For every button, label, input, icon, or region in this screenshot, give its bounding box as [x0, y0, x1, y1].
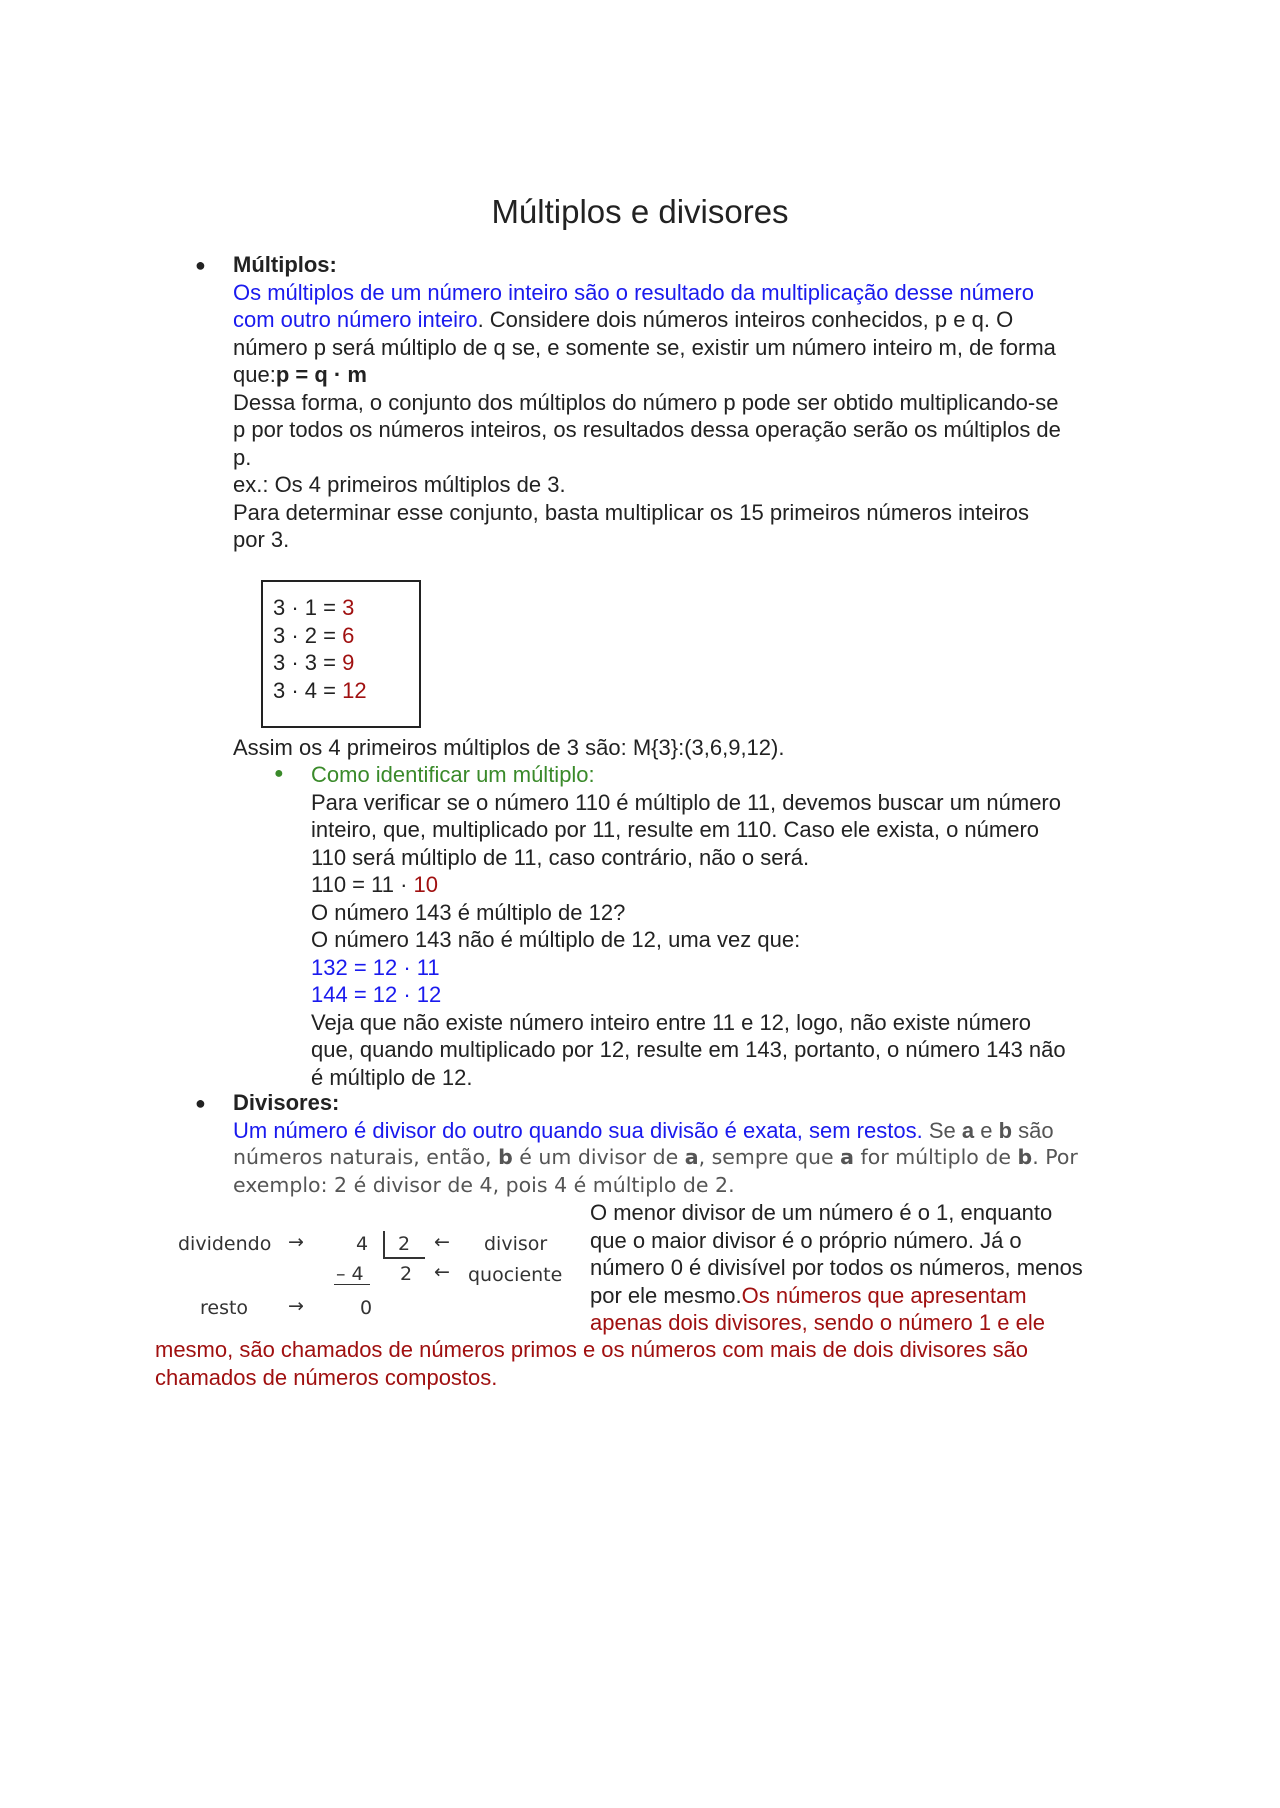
- paragraph-line: p.: [233, 444, 252, 470]
- equation: 132 = 12 · 11: [311, 954, 440, 980]
- multiplication-expr: 3 · 2 =: [273, 622, 343, 648]
- multiplos-conclusion: [233, 734, 784, 762]
- divisores-text: for múltiplo de: [853, 1145, 1018, 1169]
- bullet-icon: ●: [195, 1093, 206, 1113]
- primos-text: Os números que apresentam: [741, 1282, 1027, 1308]
- multiplos-formula: p = q · m: [275, 362, 367, 387]
- paragraph-line: que o maior divisor é o próprio número. Já o: [590, 1227, 1022, 1253]
- divisores-text: , sempre que: [698, 1145, 841, 1169]
- multiplication-expr: 3 · 4 =: [273, 677, 343, 703]
- multiplos-line-3: número p será múltiplo de q se, e somente se, existir um número inteiro m, de forma: [233, 334, 1056, 360]
- paragraph-line: por 3.: [233, 527, 290, 552]
- identify-heading: Como identificar um múltiplo:: [311, 762, 595, 787]
- var-a: a: [840, 1145, 854, 1169]
- multiplication-result: 9: [342, 650, 355, 675]
- multiplication-result: 12: [342, 677, 367, 703]
- paragraph-line: número 0 é divisível por todos os números, menos: [590, 1255, 1083, 1280]
- divisores-text: e: [974, 1117, 999, 1143]
- multiplos-section: [233, 251, 1153, 554]
- var-a: a: [684, 1145, 699, 1169]
- left-arrow-icon: ←: [434, 1231, 450, 1253]
- paragraph-line: 110 será múltiplo de 11, caso contrário, não o será.: [311, 844, 810, 870]
- quociente-label: quociente: [468, 1264, 563, 1286]
- divisores-text: é um divisor de: [512, 1145, 685, 1169]
- multiplication-result: 3: [342, 595, 355, 620]
- divisores-text: números naturais, então,: [233, 1145, 499, 1169]
- divisores-right-paragraph: [590, 1199, 1170, 1337]
- multiplication-expr: 3 · 1 =: [273, 595, 343, 620]
- divisores-text: Se: [922, 1117, 962, 1143]
- left-arrow-icon: ←: [434, 1261, 450, 1283]
- paragraph-line: O menor divisor de um número é o 1, enquanto: [590, 1200, 1053, 1225]
- equation-value: 10: [413, 872, 439, 897]
- multiplication-row: [273, 677, 419, 705]
- multiplication-row: [273, 622, 419, 650]
- multiplication-row: [273, 594, 419, 622]
- paragraph-line: mesmo, são chamados de números primos e os números com mais de dois divisores são: [155, 1337, 1029, 1362]
- multiplos-definition-rest: . Considere dois números inteiros conhecidos, p e q. O: [477, 307, 1014, 332]
- primos-text: apenas dois divisores, sendo o número 1 e ele: [590, 1310, 1045, 1335]
- paragraph-line: inteiro, que, multiplicado por 11, resulte em 110. Caso ele exista, o número: [311, 817, 1040, 842]
- question-text: O número 143 é múltiplo de 12?: [311, 899, 626, 925]
- equation: 144 = 12 · 12: [311, 982, 442, 1007]
- divisores-heading: Divisores:: [233, 1090, 340, 1115]
- identify-multiple-section: [311, 761, 1171, 1091]
- remainder-value: 0: [360, 1297, 373, 1319]
- divisor-value: 2: [398, 1233, 411, 1255]
- var-a: a: [961, 1117, 975, 1143]
- divisores-section: [233, 1089, 1173, 1199]
- multiplos-definition-1: Os múltiplos de um número inteiro são o resultado da multiplicação desse número: [233, 279, 1034, 305]
- right-arrow-icon: →: [288, 1295, 304, 1317]
- divisor-label: divisor: [484, 1233, 548, 1255]
- multiplos-heading: Múltiplos:: [233, 252, 337, 277]
- paragraph-line: é múltiplo de 12.: [311, 1064, 473, 1090]
- dividendo-label: dividendo: [178, 1233, 272, 1255]
- multiplication-box: [261, 580, 421, 728]
- divisores-text: são: [1012, 1117, 1054, 1143]
- primos-compostos-text: [155, 1336, 1155, 1391]
- paragraph-line: ex.: Os 4 primeiros múltiplos de 3.: [233, 472, 566, 497]
- subtracted-value: – 4: [336, 1263, 364, 1285]
- multiplos-definition-2: com outro número inteiro: [233, 307, 478, 332]
- paragraph-line: chamados de números compostos.: [155, 1364, 498, 1390]
- paragraph-line: Para verificar se o número 110 é múltiplo de 11, devemos buscar um número: [311, 789, 1061, 815]
- var-b: b: [1017, 1145, 1033, 1169]
- var-b: b: [498, 1145, 513, 1169]
- multiplos-line-4: que:: [233, 362, 276, 387]
- bullet-icon: ●: [195, 255, 206, 275]
- sub-bullet-icon: ●: [274, 765, 284, 782]
- paragraph-line: p por todos os números inteiros, os resultados dessa operação serão os múltiplos de: [233, 417, 1061, 442]
- var-b: b: [998, 1117, 1013, 1143]
- right-arrow-icon: →: [288, 1231, 304, 1253]
- resto-label: resto: [200, 1297, 249, 1319]
- paragraph-line: Dessa forma, o conjunto dos múltiplos do número p pode ser obtido multiplicando-se: [233, 389, 1059, 415]
- paragraph-line: Veja que não existe número inteiro entre 11 e 12, logo, não existe número: [311, 1009, 1031, 1035]
- answer-text: O número 143 não é múltiplo de 12, uma vez que:: [311, 927, 801, 952]
- multiplication-row: [273, 649, 419, 677]
- equation: 110 = 11 ·: [311, 872, 414, 897]
- divisores-text: . Por: [1032, 1145, 1078, 1169]
- multiplication-result: 6: [342, 622, 355, 648]
- conclusion-text: Assim os 4 primeiros múltiplos de 3 são: M{3}:(3,6,9,12).: [233, 735, 785, 760]
- multiplication-expr: 3 · 3 =: [273, 650, 343, 675]
- divisores-example: exemplo: 2 é divisor de 4, pois 4 é múltiplo de 2.: [233, 1172, 735, 1197]
- paragraph-line: que, quando multiplicado por 12, resulte em 143, portanto, o número 143 não: [311, 1037, 1066, 1062]
- quotient-value: 2: [400, 1263, 413, 1285]
- page-title: Múltiplos e divisores: [491, 193, 789, 230]
- paragraph-text: por ele mesmo.: [590, 1282, 742, 1308]
- paragraph-line: Para determinar esse conjunto, basta multiplicar os 15 primeiros números inteiros: [233, 499, 1030, 525]
- divisores-definition: Um número é divisor do outro quando sua divisão é exata, sem restos.: [233, 1117, 923, 1143]
- dividend-value: 4: [356, 1233, 369, 1255]
